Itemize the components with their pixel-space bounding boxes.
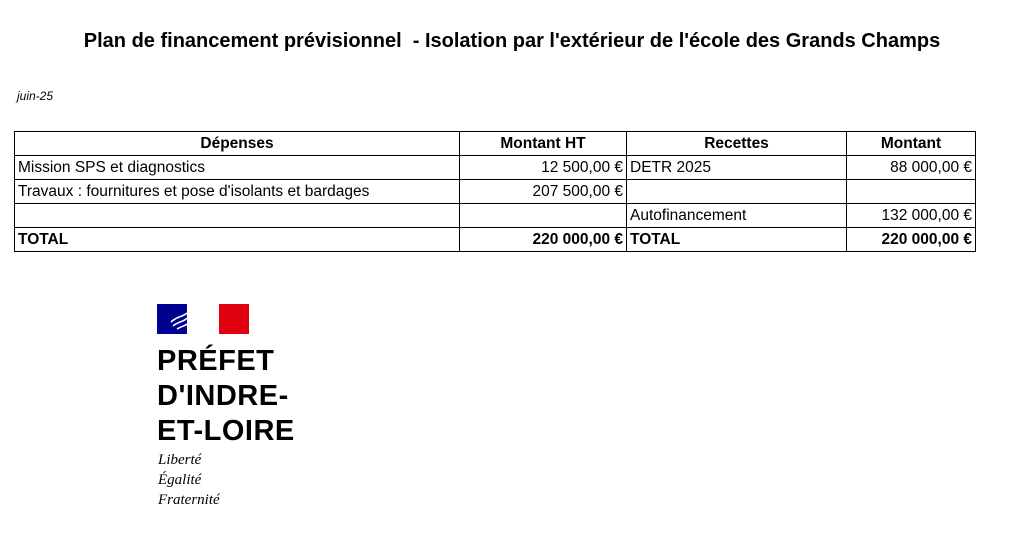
- header-depenses: Dépenses: [15, 132, 460, 156]
- financing-table: [14, 131, 976, 252]
- prefecture-logo: [157, 304, 357, 514]
- document-date: juin-25: [17, 89, 54, 103]
- header-montant: Montant: [847, 132, 976, 156]
- cell-montant-ht: [460, 204, 627, 228]
- motto-line: Liberté: [158, 452, 202, 468]
- header-montant-ht: Montant HT: [460, 132, 627, 156]
- prefect-line: ET-LOIRE: [157, 415, 295, 447]
- table-header-row: [15, 132, 976, 156]
- prefect-line: D'INDRE-: [157, 380, 289, 412]
- cell-recette: [627, 180, 847, 204]
- motto-line: Égalité: [158, 472, 202, 488]
- cell-depense: Mission SPS et diagnostics: [15, 156, 460, 180]
- prefect-name: [157, 344, 295, 449]
- cell-montant: [847, 180, 976, 204]
- cell-montant-ht: 207 500,00 €: [460, 180, 627, 204]
- total-depenses-label: TOTAL: [15, 228, 460, 252]
- document-title: Plan de financement prévisionnel - Isolation par l'extérieur de l'école des Grands Champs: [83, 30, 941, 52]
- flag-blue-band: [157, 304, 187, 334]
- cell-depense: [15, 204, 460, 228]
- table-row: [15, 204, 976, 228]
- table-row: [15, 180, 976, 204]
- motto-line: Fraternité: [158, 492, 220, 508]
- marianne-flag-icon: [157, 304, 249, 334]
- cell-recette: Autofinancement: [627, 204, 847, 228]
- flag-red-band: [219, 304, 249, 334]
- cell-recette: DETR 2025: [627, 156, 847, 180]
- header-recettes: Recettes: [627, 132, 847, 156]
- cell-montant-ht: 12 500,00 €: [460, 156, 627, 180]
- total-recettes-label: TOTAL: [627, 228, 847, 252]
- cell-montant: 132 000,00 €: [847, 204, 976, 228]
- table-row: [15, 156, 976, 180]
- cell-depense: Travaux : fournitures et pose d'isolants et bardages: [15, 180, 460, 204]
- cell-montant: 88 000,00 €: [847, 156, 976, 180]
- total-montant-ht: 220 000,00 €: [460, 228, 627, 252]
- prefect-line: PRÉFET: [157, 345, 275, 377]
- total-montant: 220 000,00 €: [847, 228, 976, 252]
- republic-motto: [158, 450, 220, 510]
- table-total-row: [15, 228, 976, 252]
